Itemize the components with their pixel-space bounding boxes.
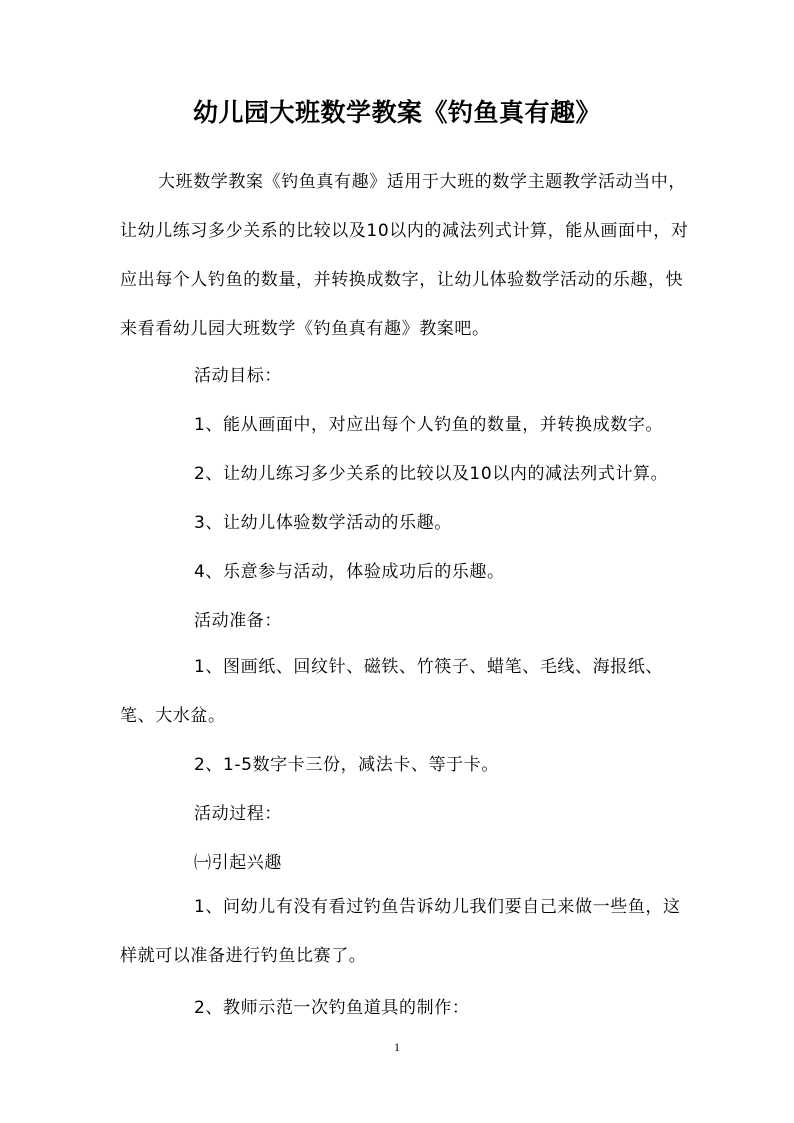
document-title: 幼儿园大班数学教案《钓鱼真有趣》 — [192, 98, 601, 127]
goal-item-4: 4、乐意参与活动，体验成功后的乐趣。 — [194, 562, 505, 582]
goals-heading: 活动目标： — [194, 366, 282, 386]
prep-item-1: 1、图画纸、回纹针、磁铁、竹筷子、蜡笔、毛线、海报纸、笔、大水盆。 — [120, 657, 664, 726]
prep-heading: 活动准备： — [194, 611, 282, 631]
prep-item-2: 2、1-5数字卡三份，减法卡、等于卡。 — [194, 755, 499, 775]
process-subheading: ㈠引起兴趣 — [194, 853, 282, 873]
goal-item-2: 2、让幼儿练习多少关系的比较以及10以内的减法列式计算。 — [194, 464, 669, 484]
process-step-1: 1、问幼儿有没有看过钓鱼告诉幼儿我们要自己来做一些鱼，这样就可以准备进行钓鱼比赛了。 — [120, 897, 681, 966]
goal-item-1: 1、能从画面中，对应出每个人钓鱼的数量，并转换成数字。 — [194, 415, 664, 435]
process-step-2: 2、教师示范一次钓鱼道具的制作： — [194, 998, 470, 1018]
process-heading: 活动过程： — [194, 804, 282, 824]
page-number: 1 — [394, 1040, 400, 1054]
intro-paragraph: 大班数学教案《钓鱼真有趣》适用于大班的数学主题教学活动当中，让幼儿练习多少关系的比较以及10以内的减法列式计算，能从画面中，对应出每个人钓鱼的数量，并转换成数字，让幼儿体验数学活动的乐趣，快来看看幼儿园大班数学《钓鱼真有趣》教案吧。 — [120, 172, 689, 339]
goal-item-3: 3、让幼儿体验数学活动的乐趣。 — [194, 513, 452, 533]
